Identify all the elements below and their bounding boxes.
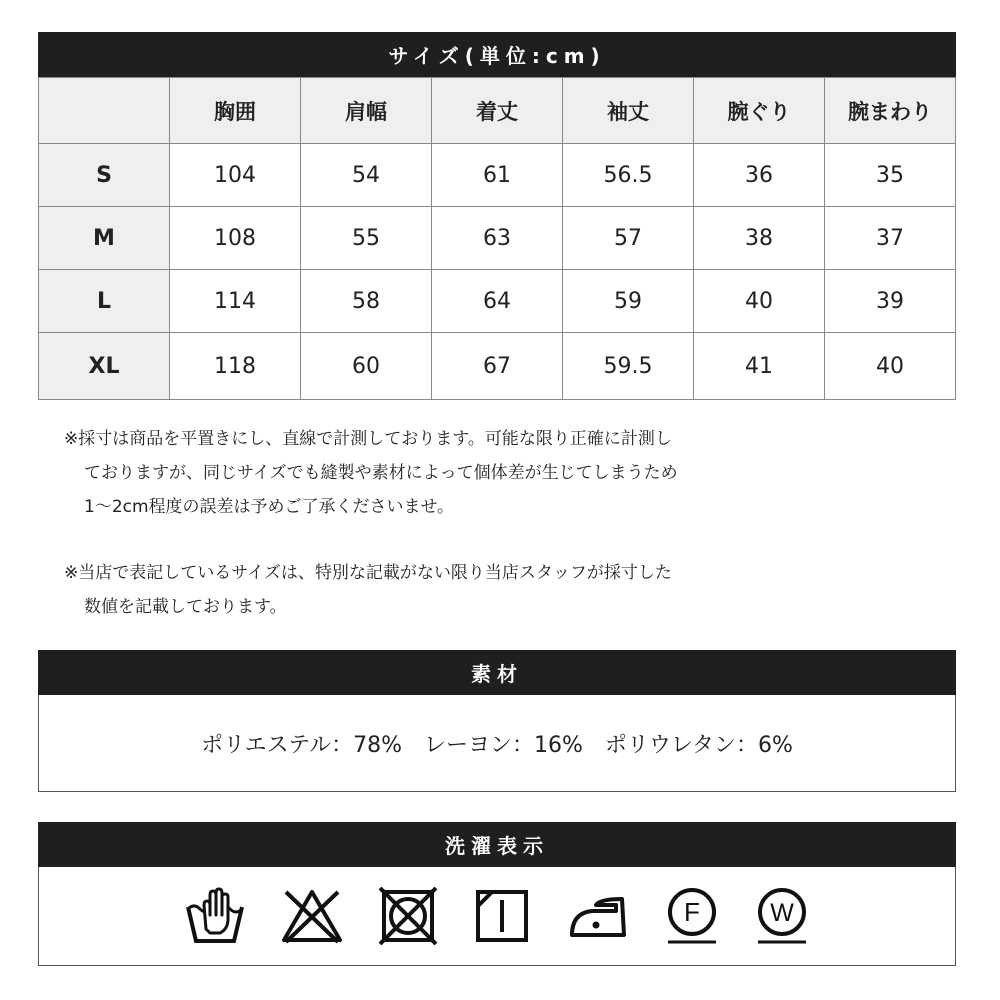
row-header: L — [39, 270, 170, 333]
table-cell: 56.5 — [563, 144, 694, 207]
row-header: S — [39, 144, 170, 207]
no-tumble-dry-icon — [378, 886, 438, 946]
note-line: ておりますが、同じサイズでも縫製や素材によって個体差が生じてしまうため — [84, 463, 678, 483]
table-cell: 58 — [301, 270, 432, 333]
note-line: ※採寸は商品を平置きにし、直線で計測しております。可能な限り正確に計測し — [64, 429, 672, 449]
table-cell: 104 — [170, 144, 301, 207]
size-table-corner-cell — [39, 78, 170, 144]
row-header: XL — [39, 333, 170, 400]
table-cell: 37 — [825, 207, 956, 270]
size-source-note — [64, 556, 672, 624]
material-section-title: 素材 — [38, 650, 956, 695]
size-section-title: サイズ(単位:cm) — [38, 32, 956, 77]
table-cell: 63 — [432, 207, 563, 270]
material-text: ポリエステル：78% レーヨン：16% ポリウレタン：6% — [201, 732, 793, 758]
dry-clean-letter: F — [684, 897, 700, 927]
table-cell: 40 — [825, 333, 956, 400]
row-header: M — [39, 207, 170, 270]
table-row — [39, 207, 956, 270]
wet-clean-letter: W — [770, 899, 794, 927]
line-dry-shade-icon — [472, 886, 532, 946]
measurement-note — [64, 422, 678, 524]
note-line: 数値を記載しております。 — [84, 597, 287, 617]
table-cell: 118 — [170, 333, 301, 400]
table-cell: 40 — [694, 270, 825, 333]
table-cell: 59.5 — [563, 333, 694, 400]
table-row — [39, 270, 956, 333]
table-cell: 114 — [170, 270, 301, 333]
note-line: ※当店で表記しているサイズは、特別な記載がない限り当店スタッフが採寸した — [64, 563, 672, 583]
material-box — [38, 695, 956, 792]
column-header: 腕まわり — [825, 78, 956, 144]
table-cell: 54 — [301, 144, 432, 207]
hand-wash-icon — [184, 885, 246, 947]
table-cell: 55 — [301, 207, 432, 270]
table-cell: 57 — [563, 207, 694, 270]
care-section-title: 洗濯表示 — [38, 822, 956, 867]
column-header: 着丈 — [432, 78, 563, 144]
size-table-header-row — [39, 78, 956, 144]
table-cell: 108 — [170, 207, 301, 270]
column-header: 袖丈 — [563, 78, 694, 144]
table-row — [39, 144, 956, 207]
table-cell: 36 — [694, 144, 825, 207]
table-cell: 60 — [301, 333, 432, 400]
table-cell: 38 — [694, 207, 825, 270]
note-line: 1～2cm程度の誤差は予めご了承くださいませ。 — [84, 497, 455, 517]
iron-low-icon — [566, 891, 630, 941]
table-row — [39, 333, 956, 400]
table-cell: 61 — [432, 144, 563, 207]
column-header: 胸囲 — [170, 78, 301, 144]
table-cell: 35 — [825, 144, 956, 207]
size-table — [38, 77, 956, 400]
table-cell: 39 — [825, 270, 956, 333]
table-cell: 41 — [694, 333, 825, 400]
table-cell: 67 — [432, 333, 563, 400]
dry-clean-f-icon — [664, 886, 720, 946]
column-header: 腕ぐり — [694, 78, 825, 144]
column-header: 肩幅 — [301, 78, 432, 144]
wet-clean-w-icon — [754, 886, 810, 946]
table-cell: 59 — [563, 270, 694, 333]
table-cell: 64 — [432, 270, 563, 333]
no-bleach-icon — [280, 886, 344, 946]
care-icons-box — [38, 867, 956, 966]
